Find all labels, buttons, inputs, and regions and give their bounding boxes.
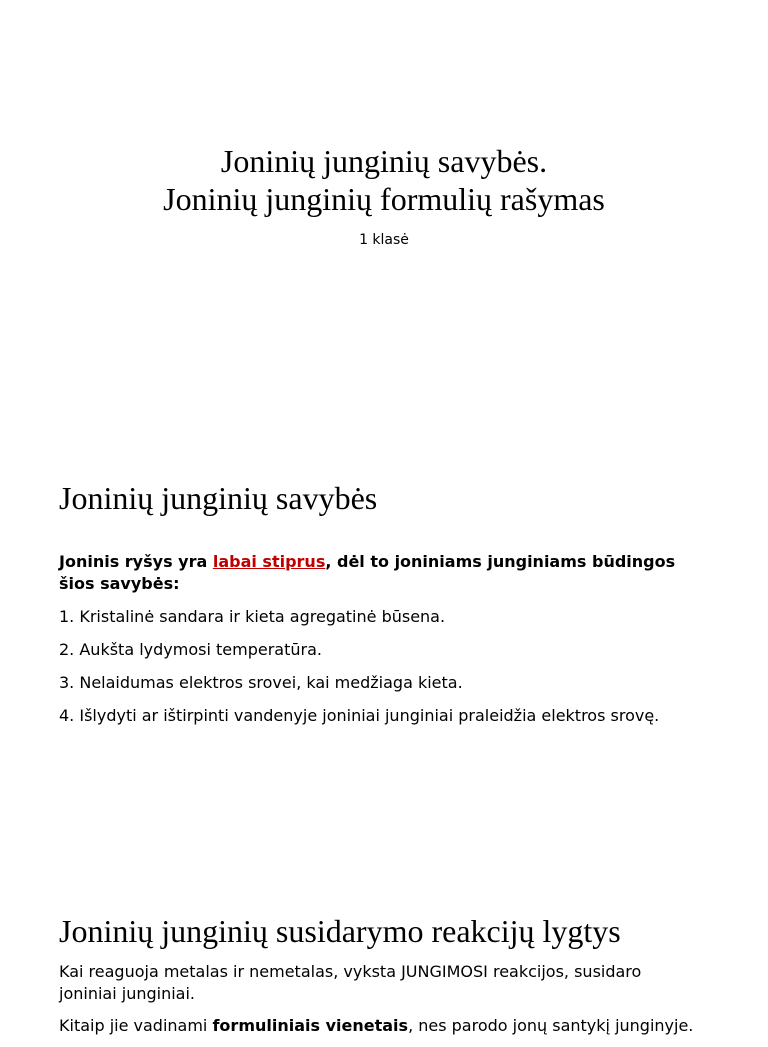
paragraph-1: Kai reaguoja metalas ir nemetalas, vyksta JUNGIMOSI reakcijos, susidaro joniniai junginiai. [59, 962, 642, 1003]
slide-title [0, 142, 768, 218]
para2-bold: formuliniais vienetais [212, 1016, 409, 1035]
highlight-link[interactable]: labai stiprus [212, 552, 326, 571]
slide-heading: Joninių junginių susidarymo reakcijų lygtys [59, 913, 621, 949]
list-item: 1. Kristalinė sandara ir kieta agregatinė būsena. [59, 607, 446, 626]
slide-body [59, 961, 699, 1047]
slide-body [59, 551, 699, 738]
intro-suffix: , dėl to joniniams junginiams būdingos šios savybės: [59, 552, 676, 593]
paragraph-2 [59, 1015, 699, 1037]
intro-prefix: Joninis ryšys yra [59, 552, 213, 571]
list-item: 2. Aukšta lydymosi temperatūra. [59, 640, 322, 659]
title-line-2: Joninių junginių formulių rašymas [163, 181, 605, 217]
para2-suffix: , nes parodo jonų santykį junginyje. [408, 1016, 694, 1035]
intro-paragraph [59, 551, 699, 595]
list-item: 3. Nelaidumas elektros srovei, kai medžiaga kieta. [59, 673, 463, 692]
para2-prefix: Kitaip jie vadinami [59, 1016, 213, 1035]
title-slide [0, 0, 768, 432]
reactions-slide [0, 864, 768, 1035]
title-line-1: Joninių junginių savybės. [220, 143, 548, 179]
properties-slide [0, 432, 768, 864]
list-item: 4. Išlydyti ar ištirpinti vandenyje joniniai junginiai praleidžia elektros srovę. [59, 706, 660, 725]
slide-subtitle: 1 klasė [359, 232, 409, 248]
slide-heading: Joninių junginių savybės [59, 480, 378, 516]
